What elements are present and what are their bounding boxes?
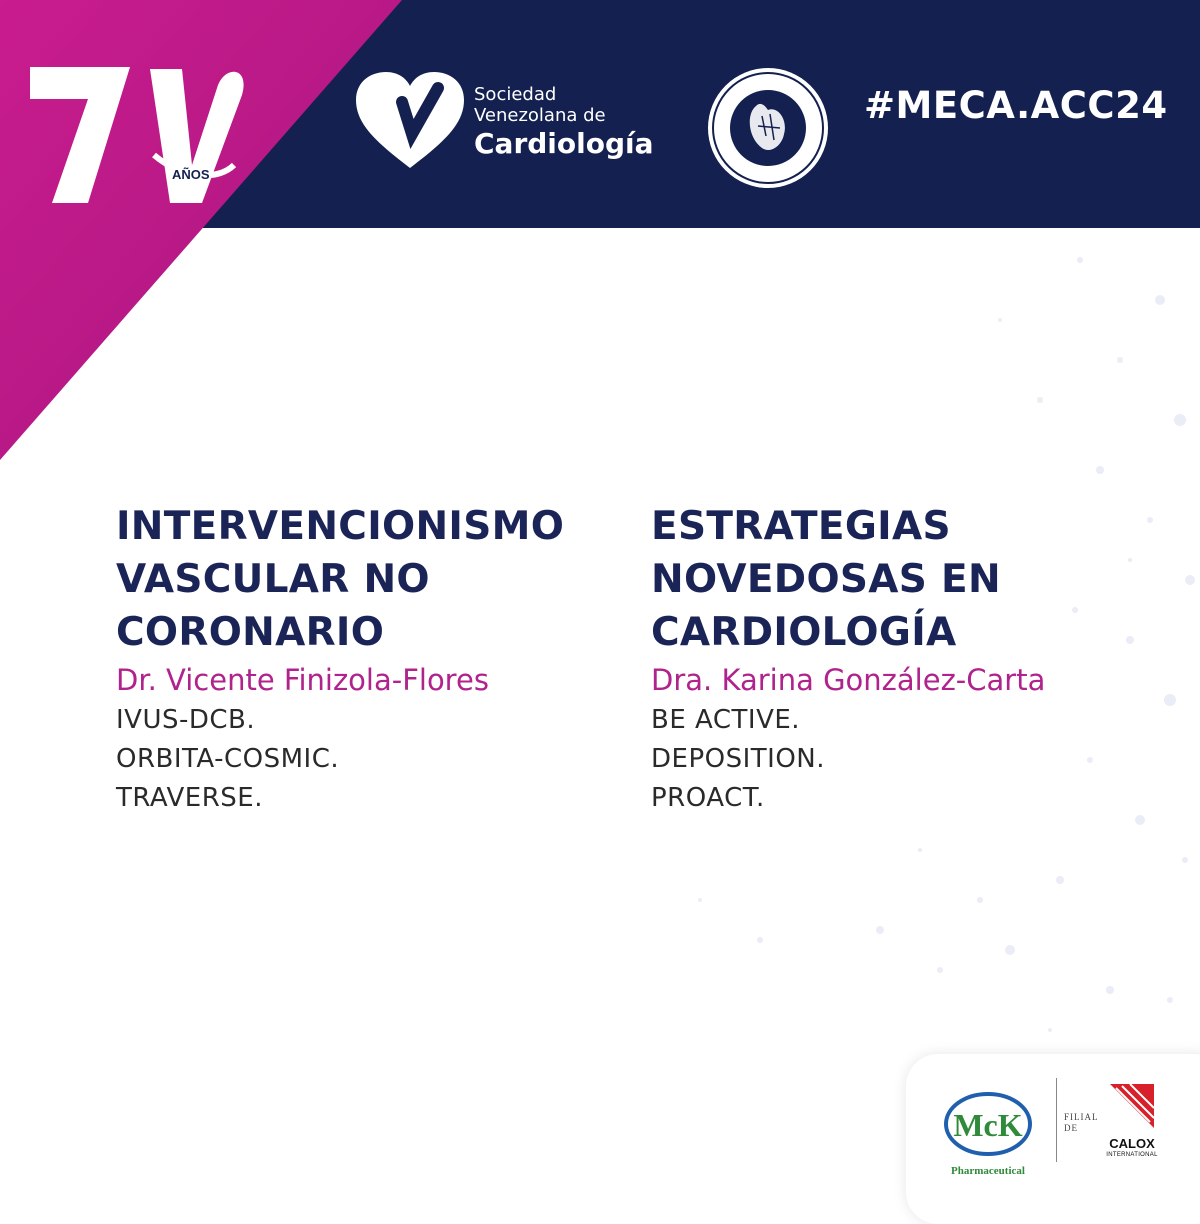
sponsor-divider (1056, 1078, 1057, 1162)
speaker-name: Dr. Vicente Finizola-Flores (116, 663, 489, 697)
anniversary-70-logo (22, 55, 252, 215)
session-title-line: CORONARIO (116, 610, 385, 655)
mck-sub: Pharmaceutical (951, 1165, 1025, 1177)
svc-line-1: Sociedad (474, 84, 557, 105)
study-item: TRAVERSE. (116, 783, 263, 813)
calox-mark-icon (1102, 1078, 1162, 1134)
svc-line-2: Venezolana de (474, 105, 606, 126)
filial-label (1064, 1112, 1099, 1134)
session-right (651, 500, 1045, 818)
acc-seal-icon (704, 66, 832, 190)
sponsor-card (906, 1054, 1200, 1224)
session-title-line: VASCULAR NO (116, 557, 430, 602)
calox-name: CALOX (1109, 1136, 1155, 1151)
speaker-name: Dra. Karina González-Carta (651, 663, 1046, 697)
session-title-line: NOVEDOSAS EN (651, 557, 1001, 602)
session-title-line: ESTRATEGIAS (651, 504, 951, 549)
calox-logo (1102, 1078, 1162, 1168)
session-title-line: INTERVENCIONISMO (116, 504, 565, 549)
study-item: ORBITA-COSMIC. (116, 744, 340, 774)
calox-sub: INTERNATIONAL (1106, 1152, 1158, 1158)
svc-logo (356, 72, 676, 172)
svc-line-3: Cardiología (474, 127, 654, 160)
anniversary-label: AÑOS (172, 167, 210, 182)
study-item: DEPOSITION. (651, 744, 825, 774)
filial-line-1: FILIAL (1064, 1112, 1099, 1122)
mck-name: McK (953, 1107, 1023, 1143)
heart-v-icon (356, 72, 464, 172)
study-item: PROACT. (651, 783, 765, 813)
session-title-line: CARDIOLOGÍA (651, 610, 957, 655)
study-item: BE ACTIVE. (651, 705, 801, 735)
event-hashtag: #MECA.ACC24 (864, 84, 1168, 127)
study-item: IVUS-DCB. (116, 705, 256, 735)
session-left (116, 500, 564, 818)
mck-pharmaceutical-logo (942, 1082, 1034, 1182)
filial-line-2: DE (1064, 1123, 1078, 1133)
